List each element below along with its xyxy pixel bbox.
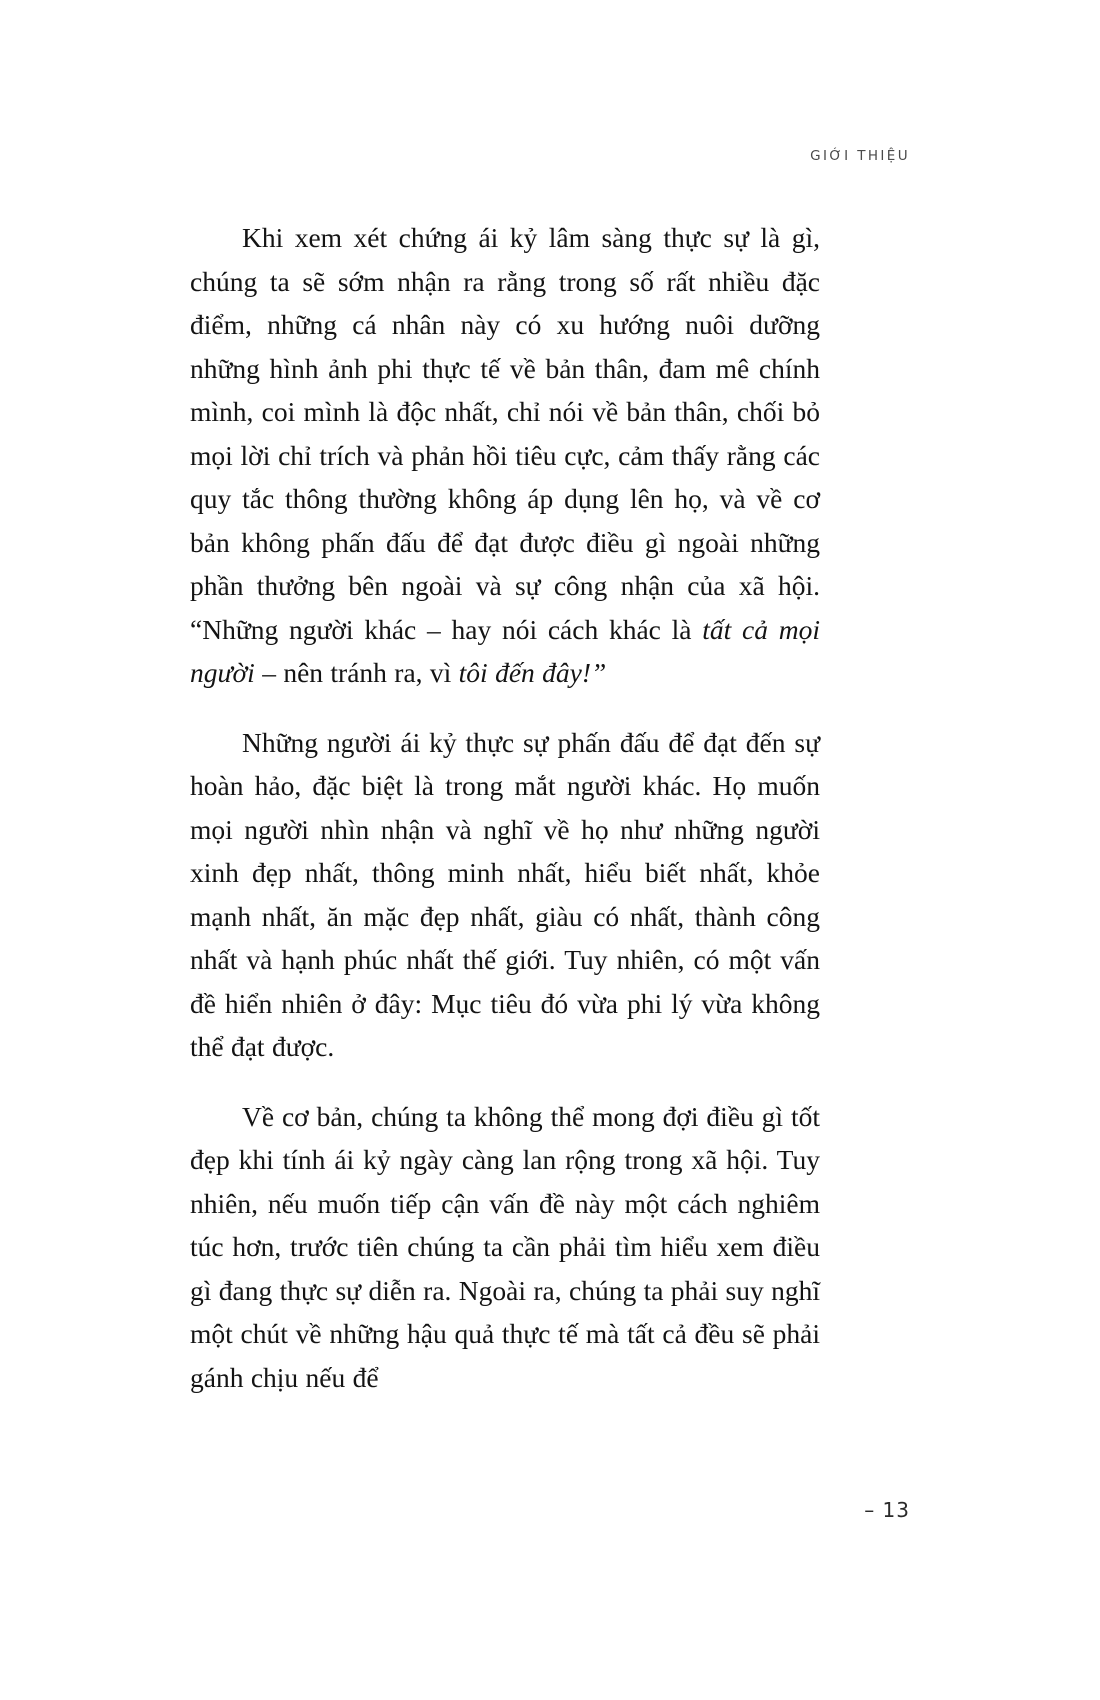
body-text xyxy=(190,216,820,1399)
paragraph: Khi xem xét chứng ái kỷ lâm sàng thực sự là gì, chúng ta sẽ sớm nhận ra rằng trong số rất nhiều đặc điểm, những cá nhân này có xu hướng nuôi dưỡng những hình ảnh phi thực tế về bản thân, đam mê chính mình, coi mình là độc nhất, chỉ nói về bản thân, chối bỏ mọi lời chỉ trích và phản hồi tiêu cực, cảm thấy rằng các quy tắc thông thường không áp dụng lên họ, và về cơ bản không phấn đấu để đạt được điều gì ngoài những phần thưởng bên ngoài và sự công nhận của xã hội. “Những người khác – hay nói cách khác là tất cả mọi người – nên tránh ra, vì tôi đến đây!” xyxy=(190,222,820,688)
running-head: GIỚI THIỆU xyxy=(810,148,910,164)
paragraph: Những người ái kỷ thực sự phấn đấu để đạt đến sự hoàn hảo, đặc biệt là trong mắt người khác. Họ muốn mọi người nhìn nhận và nghĩ về họ như những người xinh đẹp nhất, thông minh nhất, hiểu biết nhất, khỏe mạnh nhất, ăn mặc đẹp nhất, giàu có nhất, thành công nhất và hạnh phúc nhất thế giới. Tuy nhiên, có một vấn đề hiển nhiên ở đây: Mục tiêu đó vừa phi lý vừa không thể đạt được. xyxy=(190,726,820,1062)
page-number: – 13 xyxy=(864,1498,910,1522)
paragraph: Về cơ bản, chúng ta không thể mong đợi điều gì tốt đẹp khi tính ái kỷ ngày càng lan rộng trong xã hội. Tuy nhiên, nếu muốn tiếp cận vấn đề này một cách nghiêm túc hơn, trước tiên chúng ta cần phải tìm hiểu xem điều gì đang thực sự diễn ra. Ngoài ra, chúng ta phải suy nghĩ một chút về những hậu quả thực tế mà tất cả đều sẽ phải gánh chịu nếu để xyxy=(190,1100,820,1393)
